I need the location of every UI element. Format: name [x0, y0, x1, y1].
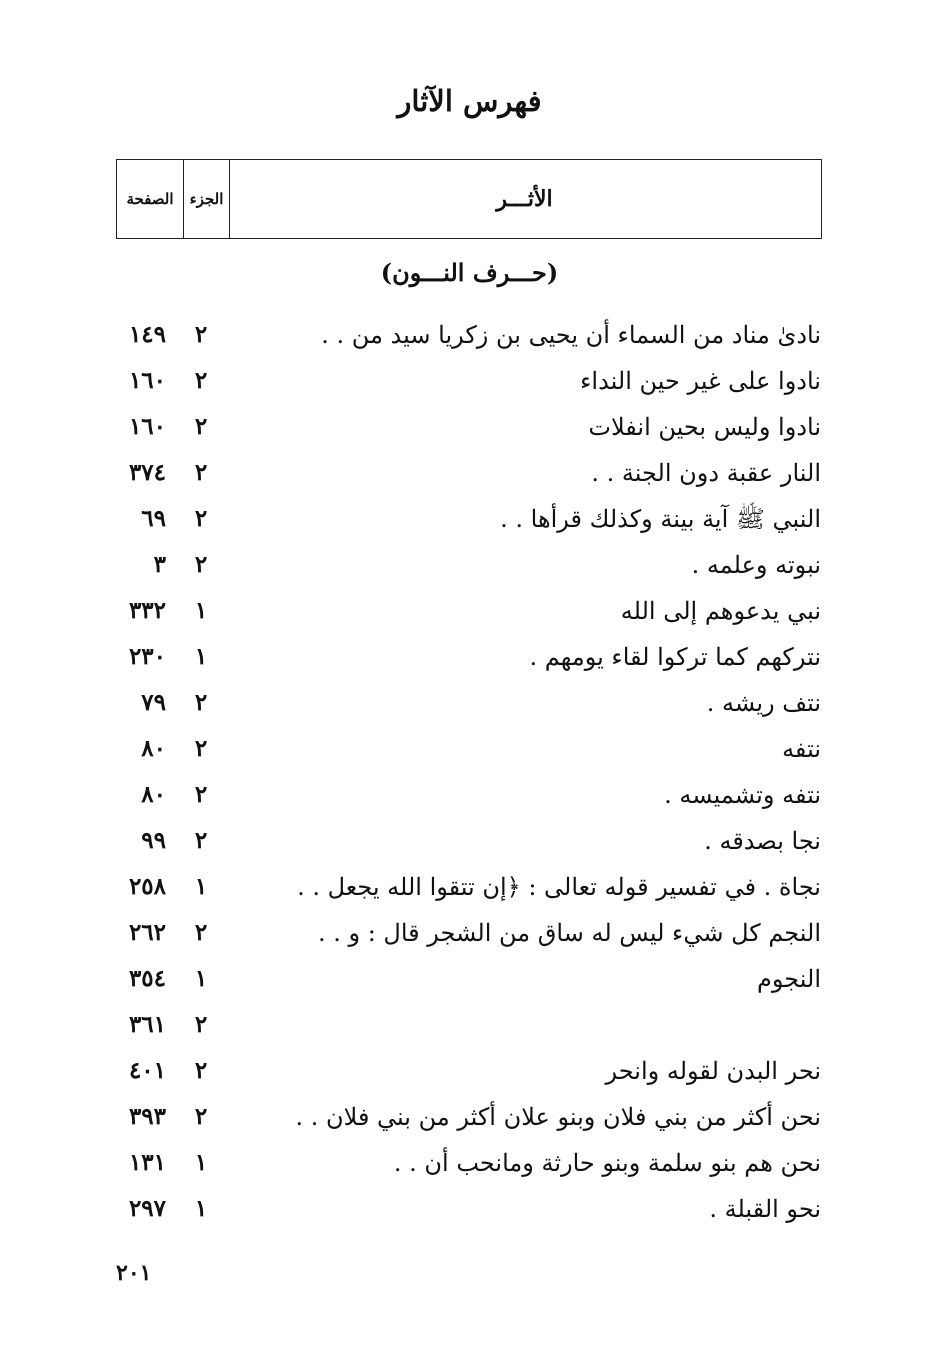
index-entry-row — [0, 1094, 939, 1140]
entry-page: ١٦٠ — [128, 413, 166, 440]
entry-part: ٢ — [194, 781, 208, 808]
index-entry-row — [0, 450, 939, 496]
index-entry-row — [0, 864, 939, 910]
entry-part: ١ — [194, 1149, 208, 1176]
entry-text: النبي ﷺ آية بينة وكذلك قرأها . . — [500, 505, 821, 533]
index-entry-row — [0, 772, 939, 818]
page-title: فهرس الآثار — [397, 84, 542, 118]
entry-page: ٣٥٤ — [128, 965, 166, 992]
entry-page: ٢٩٧ — [128, 1195, 166, 1222]
entry-part: ١ — [194, 643, 208, 670]
entry-text: النار عقبة دون الجنة . . — [591, 459, 821, 487]
index-entry-row — [0, 634, 939, 680]
entry-part: ٢ — [194, 459, 208, 486]
entry-text: نجا بصدقه . — [704, 827, 821, 855]
index-entry-row — [0, 1002, 939, 1048]
index-entry-row — [0, 680, 939, 726]
entry-text: نتفه وتشميسه . — [664, 781, 821, 809]
page-number: ٢٠١ — [116, 1260, 152, 1286]
entry-page: ٣٦١ — [128, 1011, 166, 1038]
entry-page: ٣٩٣ — [128, 1103, 166, 1130]
entry-part: ١ — [194, 1195, 208, 1222]
entry-part: ٢ — [194, 505, 208, 532]
entry-text: نبوته وعلمه . — [691, 551, 821, 579]
entry-text: نحو القبلة . — [709, 1195, 821, 1223]
header-page-column: الصفحة — [126, 190, 174, 208]
entry-page: ٤٠١ — [128, 1057, 166, 1084]
entry-page: ٨٠ — [141, 781, 166, 808]
entry-text: نتركهم كما تركوا لقاء يومهم . — [529, 643, 821, 671]
index-entry-row — [0, 910, 939, 956]
index-entry-row — [0, 358, 939, 404]
entry-part: ٢ — [194, 1057, 208, 1084]
index-entry-row — [0, 956, 939, 1002]
entry-part: ١ — [194, 873, 208, 900]
entry-page: ٨٠ — [141, 735, 166, 762]
entry-page: ٣٣٢ — [128, 597, 166, 624]
index-entry-row — [0, 1048, 939, 1094]
entry-part: ١ — [194, 597, 208, 624]
entry-text: نادوا وليس بحين انفلات — [588, 413, 821, 441]
entry-page: ٢٦٢ — [128, 919, 166, 946]
index-entry-row — [0, 404, 939, 450]
header-part-column: الجزء — [183, 160, 230, 238]
entry-page: ١٦٠ — [128, 367, 166, 394]
index-entry-row — [0, 1186, 939, 1232]
entry-page: ٦٩ — [141, 505, 166, 532]
index-entry-row — [0, 542, 939, 588]
entry-text: النجم كل شيء ليس له ساق من الشجر قال : و . . — [317, 919, 821, 947]
entry-text: نادىٰ مناد من السماء أن يحيى بن زكريا سيد من . . — [321, 321, 821, 349]
entry-page: ١٣١ — [128, 1149, 166, 1176]
header-athar-column: الأثـــر — [496, 186, 553, 212]
entry-part: ٢ — [194, 321, 208, 348]
entry-page: ٢٥٨ — [128, 873, 166, 900]
entry-part: ٢ — [194, 735, 208, 762]
entry-text: نحن هم بنو سلمة وبنو حارثة ومانحب أن . . — [393, 1149, 821, 1177]
index-table-header — [116, 159, 822, 239]
entry-text: نحن أكثر من بني فلان وبنو علان أكثر من بني فلان . . — [295, 1103, 821, 1131]
entry-text: نبي يدعوهم إلى الله — [620, 597, 821, 625]
entry-part: ١ — [194, 965, 208, 992]
entry-page: ٧٩ — [141, 689, 166, 716]
entry-part: ٢ — [194, 1011, 208, 1038]
entry-part: ٢ — [194, 367, 208, 394]
index-entry-row — [0, 588, 939, 634]
entry-part: ٢ — [194, 919, 208, 946]
index-entry-row — [0, 1140, 939, 1186]
entry-part: ٢ — [194, 689, 208, 716]
index-entry-row — [0, 818, 939, 864]
entry-part: ٢ — [194, 1103, 208, 1130]
entry-page: ٣٧٤ — [128, 459, 166, 486]
entry-page: ٣ — [153, 551, 166, 578]
entry-page: ٢٣٠ — [128, 643, 166, 670]
index-entry-row — [0, 312, 939, 358]
entry-text: نجاة . في تفسير قوله تعالى : ﴿إن تتقوا الله يجعل . . — [297, 873, 821, 901]
entry-text: النجوم — [757, 965, 821, 993]
entry-part: ٢ — [194, 551, 208, 578]
entry-text: نادوا على غير حين النداء — [580, 367, 821, 395]
entry-part: ٢ — [194, 413, 208, 440]
entry-page: ١٤٩ — [128, 321, 166, 348]
entry-text: نحر البدن لقوله وانحر — [605, 1057, 821, 1085]
entry-text: نتف ريشه . — [706, 689, 821, 717]
section-heading: (حـــرف النـــون) — [380, 258, 559, 287]
entry-page: ٩٩ — [141, 827, 166, 854]
index-entry-row — [0, 726, 939, 772]
entry-part: ٢ — [194, 827, 208, 854]
index-entry-row — [0, 496, 939, 542]
entry-text: نتفه — [782, 735, 821, 763]
